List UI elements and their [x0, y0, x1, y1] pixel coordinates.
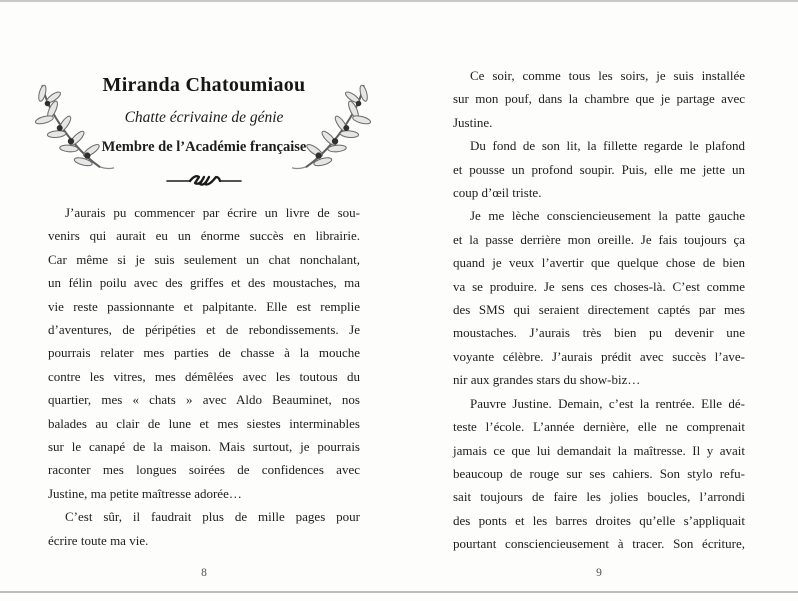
text-line: va se produire. Je sens ces choses-là. C’est comme	[453, 278, 745, 294]
text-line: d’aventures, de péripéties et de rebondissements. Je	[48, 322, 360, 338]
page-left-body	[48, 201, 360, 552]
text-line: Car même si je suis seulement un chat nonchalant,	[48, 251, 360, 267]
page-right	[453, 0, 745, 590]
text-line: sait toujours de faire les jolies boucles, l’arrondi	[453, 489, 745, 505]
rope-divider-icon	[48, 172, 360, 188]
olive-branch-right-icon	[292, 82, 374, 174]
text-line: des ponts et les barres droites qu’elle s’appliquait	[453, 512, 745, 528]
text-line: contre les vitres, mes démêlées avec les toutous du	[48, 368, 360, 384]
paragraph	[453, 64, 745, 134]
paragraph	[453, 134, 745, 204]
text-line: sur le canapé de la maison. Mais surtout, je pourrais	[48, 439, 360, 455]
olive-branch-left-icon	[32, 82, 114, 174]
text-line: des SMS qui seraient directement captés par mes	[453, 302, 745, 318]
text-line: Ce soir, comme tous les soirs, je suis installée	[470, 68, 745, 83]
text-line: C’est sûr, il faudrait plus de mille pages pour	[65, 509, 360, 525]
page-right-body	[453, 0, 745, 556]
bottom-edge-line	[0, 591, 798, 593]
text-line: raconter mes longues soirées de confidences avec	[48, 462, 360, 478]
text-line: Pauvre Justine. Demain, c’est la rentrée. Elle dé-	[470, 395, 745, 411]
page-left	[48, 0, 360, 590]
author-name: Miranda Chatoumiaou	[102, 74, 306, 96]
text-line: pourtant consciencieusement à tracer. Son écriture,	[453, 536, 745, 552]
text-line: nir aux grandes stars du show-biz…	[453, 372, 641, 388]
text-line: et pousse un profond soupir. Puis, elle me jette un	[453, 161, 745, 177]
text-line: jamais ce que lui demandait la maîtresse. Il y avait	[453, 442, 745, 458]
paragraph	[453, 392, 745, 556]
paragraph	[453, 204, 745, 391]
paragraph	[48, 505, 360, 552]
chapter-header	[48, 0, 360, 188]
paragraph	[48, 201, 360, 505]
text-line: un félin poilu avec des griffes et des moustaches, ma	[48, 275, 360, 291]
text-line: Du fond de son lit, la fillette regarde le plafond	[470, 138, 745, 154]
text-line: beaucoup de rouge sur ses cahiers. Son stylo refu-	[453, 465, 745, 481]
text-line: quartier, mes « chats » avec Aldo Beauminet, nos	[48, 392, 360, 408]
text-line: Justine.	[453, 114, 493, 130]
text-line: J’aurais pu commencer par écrire un livre de sou-	[65, 205, 360, 220]
text-line: pourrais relater mes parties de chasse à la mouche	[48, 345, 360, 361]
text-line: et la passe derrière mon oreille. Je fais toujours ça	[453, 231, 745, 247]
text-line: écrire toute ma vie.	[48, 532, 149, 548]
text-line: coup d’œil triste.	[453, 185, 542, 201]
text-line: balades au clair de lune et mes siestes interminables	[48, 415, 360, 431]
author-role: Chatte écrivaine de génie	[124, 109, 284, 126]
text-line: sur mon pouf, dans la chambre que je partage avec	[453, 91, 745, 107]
text-line: teste l’école. L’année dernière, elle ne comprenait	[453, 419, 745, 435]
text-line: quand je veux l’avertir que quelque chose de bien	[453, 255, 745, 271]
author-membership: Membre de l’Académie française	[101, 139, 307, 155]
text-line: moustaches. J’aurais très bien pu devenir une	[453, 325, 745, 341]
text-line: Je me lèche consciencieusement la patte gauche	[470, 208, 745, 224]
text-line: voyante célèbre. J’aurais prédit avec succès l’ave-	[453, 348, 745, 364]
text-line: Justine, ma petite maîtresse adorée…	[48, 485, 242, 501]
page-number-left: 8	[201, 567, 207, 579]
text-line: vie reste passionnante et palpitante. Elle est remplie	[48, 298, 360, 314]
text-line: venirs qui aurait eu un énorme succès en librairie.	[48, 228, 360, 244]
page-number-right: 9	[596, 567, 602, 579]
